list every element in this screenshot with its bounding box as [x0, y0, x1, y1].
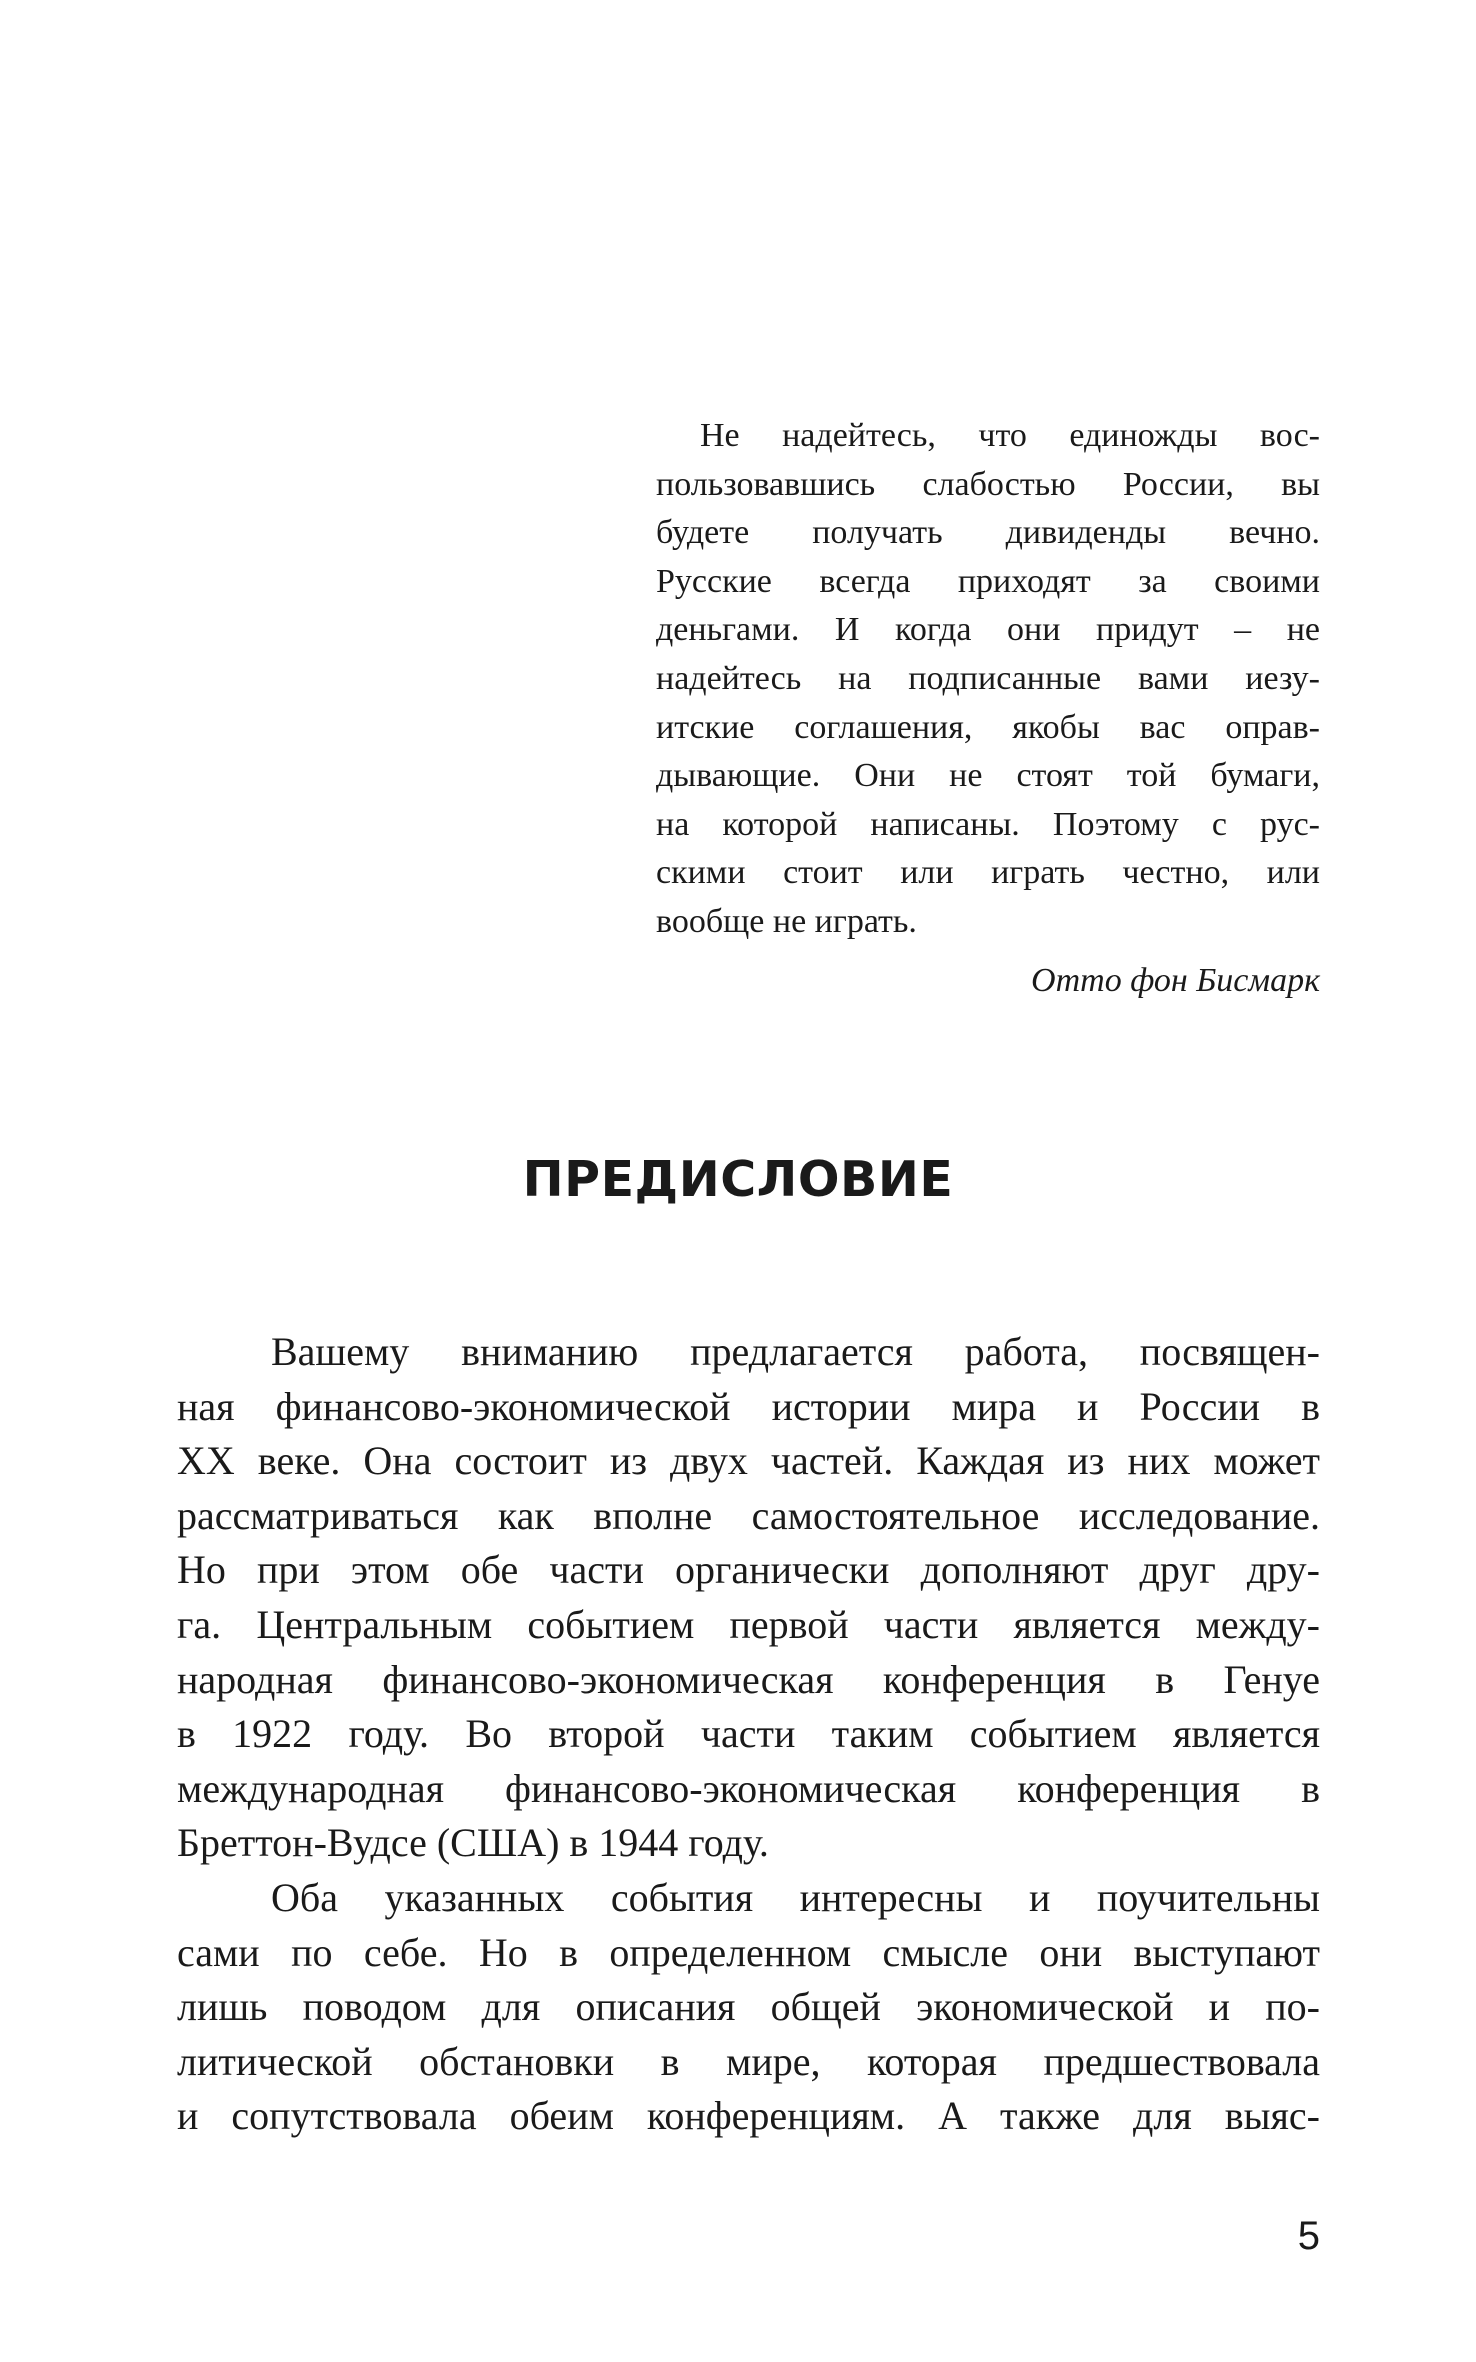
epigraph-line: Не надейтесь, что единожды вос- [700, 417, 1320, 454]
text-line: народная финансово-экономическая конференция в Генуе [177, 1656, 1320, 1702]
text-line: Вашему вниманию предлагается работа, посвящен- [271, 1329, 1320, 1374]
text-line: XX веке. Она состоит из двух частей. Каждая из них может [177, 1438, 1320, 1484]
epigraph-line: пользовавшись слабостью России, вы [656, 465, 1320, 503]
text-line: рассматриваться как вполне самостоятельное исследование. [177, 1492, 1320, 1538]
text-line: сами по себе. Но в определенном смысле они выступают [177, 1929, 1320, 1975]
epigraph-line: на которой написаны. Поэтому с рус- [656, 805, 1320, 843]
chapter-heading: ПРЕДИСЛОВИЕ [522, 1151, 954, 1208]
epigraph-line: будете получать дивиденды вечно. [656, 514, 1320, 552]
epigraph [656, 412, 1320, 1005]
body-text [177, 1325, 1320, 2144]
text-line: ная финансово-экономической истории мира и России в [177, 1383, 1320, 1429]
text-line: в 1922 году. Во второй части таким событием является [177, 1711, 1320, 1757]
epigraph-line: итские соглашения, якобы вас оправ- [656, 708, 1320, 746]
text-line: и сопутствовала обеим конференциям. А также для выяс- [177, 2093, 1320, 2139]
text-line: га. Центральным событием первой части является между- [177, 1601, 1320, 1647]
text-line: Бреттон-Вудсе (США) в 1944 году. [177, 1820, 769, 1866]
epigraph-line: надейтесь на подписанные вами иезу- [656, 659, 1320, 697]
text-line: международная финансово-экономическая конференция в [177, 1765, 1320, 1811]
epigraph-author: Отто фон Бисмарк [1031, 961, 1320, 999]
epigraph-line: скими стоит или играть честно, или [656, 854, 1320, 892]
paragraph [177, 1871, 1320, 2144]
page-number: 5 [1297, 2214, 1320, 2258]
epigraph-line: дывающие. Они не стоят той бумаги, [656, 757, 1320, 795]
paragraph [177, 1325, 1320, 1871]
epigraph-line: деньгами. И когда они придут – не [656, 611, 1320, 649]
text-line: Оба указанных события интересны и поучительны [271, 1874, 1320, 1920]
text-line: Но при этом обе части органически дополняют друг дру- [177, 1547, 1320, 1593]
text-line: литической обстановки в мире, которая предшествовала [177, 2038, 1320, 2084]
text-line: лишь поводом для описания общей экономической и по- [177, 1984, 1320, 2030]
epigraph-line: Русские всегда приходят за своими [656, 562, 1320, 600]
epigraph-line: вообще не играть. [656, 902, 917, 940]
